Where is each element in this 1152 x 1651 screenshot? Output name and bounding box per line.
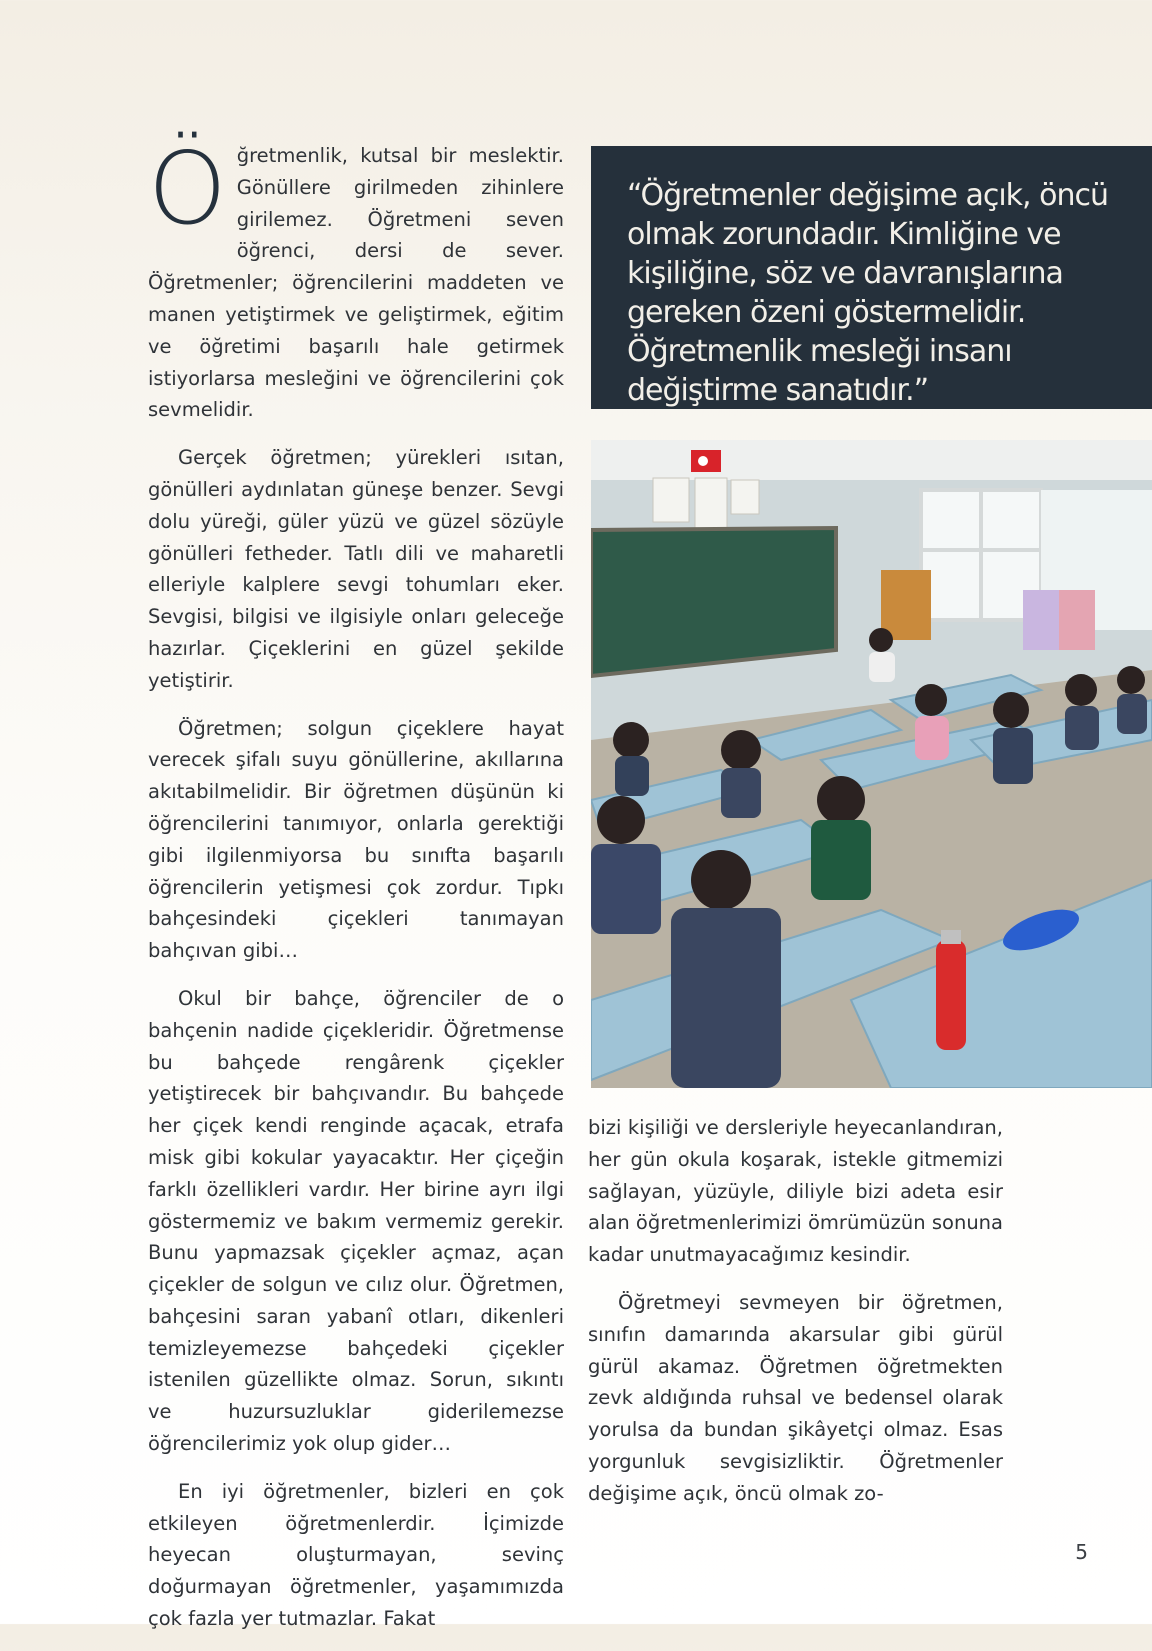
- classroom-illustration: [591, 440, 1152, 1088]
- intro-paragraph: [148, 130, 564, 426]
- intro-paragraph-text: ğretmenlik, kutsal bir meslektir. Gönüllere girilmeden zihinlere girilemez. Öğretmeni seven öğrenci, dersi de sever. Öğretmenler; öğrencilerini maddeten ve manen yetiştirmek ve geliştirmek, eğitim ve öğretimi başarılı hale getirmek istiyorlarsa mesleğini ve öğrencilerini çok sevmelidir.: [148, 144, 564, 422]
- pull-quote-box: [591, 146, 1152, 409]
- dropcap-letter: Ö: [148, 130, 227, 247]
- paragraph-okul-bahce: Okul bir bahçe, öğrenciler de o bahçenin nadide çiçekleridir. Öğretmense bu bahçede rengârenk çiçekler yetiştirecek bir bahçıvandır. Bu bahçede her çiçek kendi renginde açacak, etrafa misk gibi kokular yayacaktır. Her çiçeğin farklı özellikleri vardır. Her birine ayrı ilgi göstermemiz ve bakım vermemiz gerekir. Bunu yapmazsak çiçekler açmaz, açan çiçekler de solgun ve cılız olur. Öğretmen, bahçesini saran yabanî otları, dikenleri temizleyemezse bahçedeki çiçekler istenilen güzellikte olmaz. Sorun, sıkıntı ve huzursuzluklar giderilemezse öğrencilerimiz yok olup gider…: [148, 986, 564, 1456]
- paragraph-en-iyi-ogretmenler: En iyi öğretmenler, bizleri en çok etkileyen öğretmenlerdir. İçimizde heyecan oluşturmayan, sevinç doğurmayan öğretmenler, yaşamımızda çok fazla yer tutmazlar. Fakat: [148, 1479, 564, 1631]
- page-number: 5: [1075, 1540, 1088, 1564]
- right-text-column: [588, 1112, 1003, 1526]
- pull-quote-text: “Öğretmenler değişime açık, öncü olmak zorundadır. Kimliğine ve kişiliğine, söz ve davranışlarına gereken özeni göstermelidir. Öğretmenlik mesleği insanı değiştirme sanatıdır.”: [627, 178, 1108, 408]
- paragraph-solgun-cicekler: Öğretmen; solgun çiçeklere hayat verecek şifalı suyu gönüllerine, akıllarına akıtabilmelidir. Bir öğretmen düşünün ki öğrencilerini tanımıyor, onlarla gerektiği gibi ilgilenmiyorsa bu sınıfta başarılı öğrencilerin yetişmesi çok zordur. Tıpkı bahçesindeki çiçekleri tanımayan bahçıvan gibi…: [148, 716, 564, 963]
- paragraph-ogretmeyi-sevmeyen: Öğretmeyi sevmeyen bir öğretmen, sınıfın damarında akarsular gibi gürül gürül akamaz. Öğretmen öğretmekten zevk aldığında ruhsal ve bedensel olarak yorulsa da bundan şikâyetçi olmaz. Esas yorgunluk sevgisizliktir. Öğretmenler değişime açık, öncü olmak zo-: [588, 1290, 1003, 1505]
- left-text-column: [148, 130, 564, 1651]
- classroom-photo: [591, 440, 1152, 1088]
- paragraph-gercek-ogretmen: Gerçek öğretmen; yürekleri ısıtan, gönülleri aydınlatan güneşe benzer. Sevgi dolu yüreği, güler yüzü ve güzel sözüyle gönülleri fetheder. Tatlı dili ve maharetli elleriyle kalplere sevgi tohumları eker. Sevgisi, bilgisi ve ilgisiyle onları geleceğe hazırlar. Çiçeklerini en güzel şekilde yetiştirir.: [148, 446, 564, 692]
- chalkboard: [591, 528, 836, 676]
- teacher: [869, 628, 893, 652]
- paragraph-continuation: bizi kişiliği ve dersleriyle heyecanlandıran, her gün okula koşarak, istekle gitmemizi sağlayan, yüzüyle, diliyle bizi adeta esir alan öğretmenlerimizi ömrümüzün sonuna kadar unutmayacağımız kesindir.: [588, 1116, 1003, 1267]
